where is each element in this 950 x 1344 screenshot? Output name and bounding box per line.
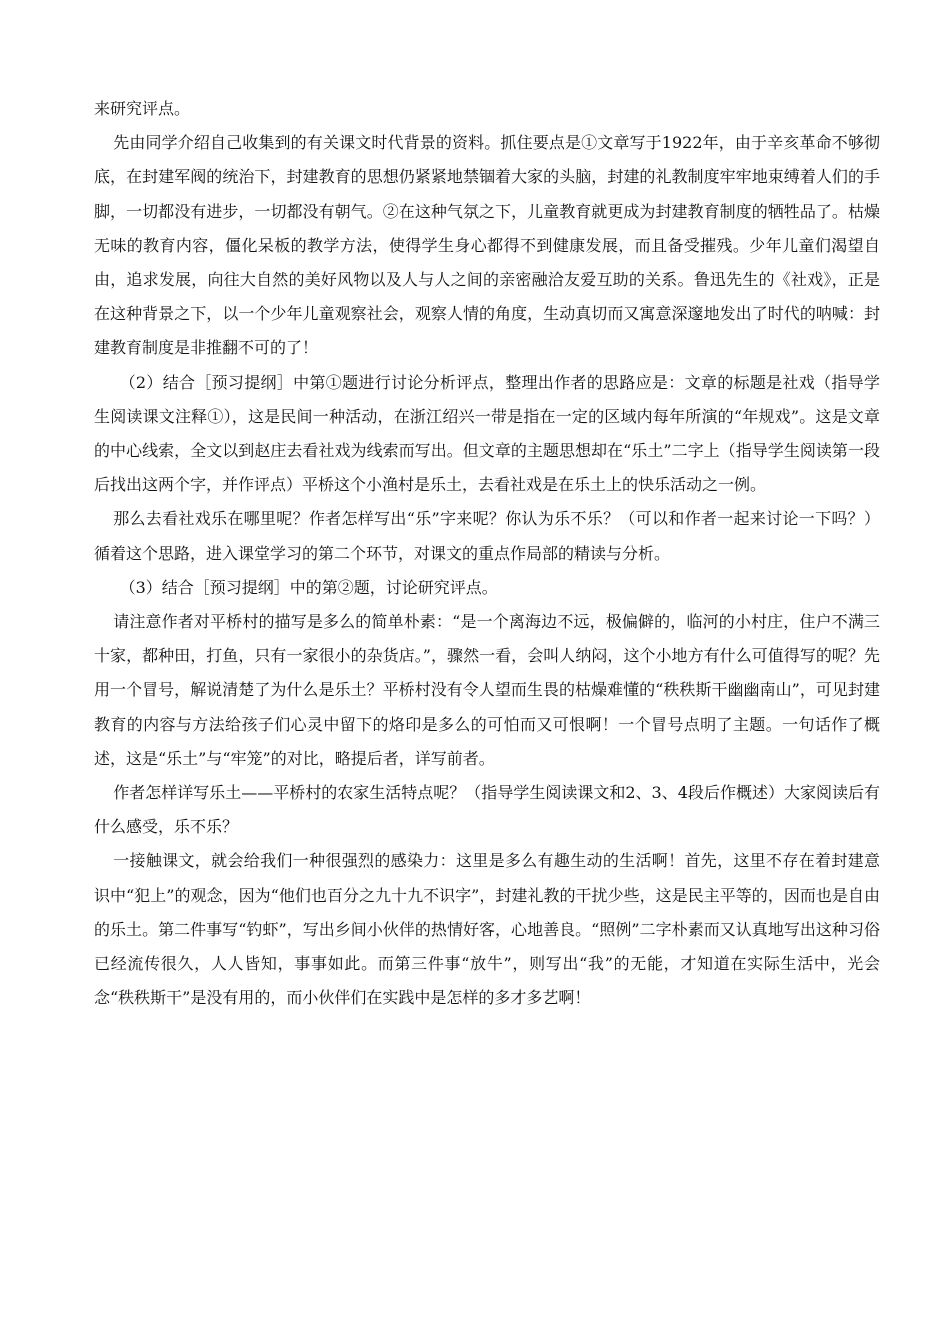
paragraph-analysis: 一接触课文，就会给我们一种很强烈的感染力：这里是多么有趣生动的生活啊！首先，这里不存在着封建意识中“犯上”的观念，因为“他们也百分之九十九不识字”，封建礼教的干扰少些，这是民主平等的，因而也是自由的乐土。第二件事写“钓虾”，写出乡间小伙伴的热情好客，心地善良。“照例”二字朴素而又认真地写出这种习俗已经流传很久，人人皆知，事事如此。而第三件事“放牛”，则写出“我”的无能，才知道在实际生活中，光会念“秩秩斯干”是没有用的，而小伙伴们在实践中是怎样的多才多艺啊！ — [94, 851, 880, 1008]
paragraph-item-2: （2）结合［预习提纲］中第①题进行讨论分析评点，整理出作者的思路应是：文章的标题是社戏（指导学生阅读课文注释①），这是民间一种活动，在浙江绍兴一带是指在一定的区域内每年所演的“年规戏”。这是文章的中心线索，全文以到赵庄去看社戏为线索而写出。但文章的主题思想却在“乐土”二字上（指导学生阅读第一段后找出这两个字，并作评点）平桥这个小渔村是乐土，去看社戏是在乐土上的快乐活动之一例。 — [94, 372, 880, 495]
paragraph-question: 那么去看社戏乐在哪里呢？作者怎样写出“乐”字来呢？你认为乐不乐？（可以和作者一起来讨论一下吗？）循着这个思路，进入课堂学习的第二个环节，对课文的重点作局部的精读与分析。 — [94, 509, 880, 563]
paragraph-detail-question: 作者怎样详写乐土——平桥村的农家生活特点呢？（指导学生阅读课文和2、3、4段后作概述）大家阅读后有什么感受，乐不乐？ — [94, 783, 880, 837]
paragraph-item-3: （3）结合［预习提纲］中的第②题，讨论研究评点。 — [119, 577, 498, 597]
document-page — [94, 92, 880, 1015]
paragraph-background: 先由同学介绍自己收集到的有关课文时代背景的资料。抓住要点是①文章写于1922年，由于辛亥革命不够彻底，在封建军阀的统治下，封建教育的思想仍紧紧地禁锢着大家的头脑，封建的礼教制度牢牢地束缚着人们的手脚，一切都没有进步，一切都没有朝气。②在这种气氛之下，儿童教育就更成为封建教育制度的牺牲品了。枯燥无味的教育内容，僵化呆板的教学方法，使得学生身心都得不到健康发展，而且备受摧残。少年儿童们渴望自由，追求发展，向往大自然的美好风物以及人与人之间的亲密融洽友爱互助的关系。鲁迅先生的《社戏》，正是在这种背景之下，以一个少年儿童观察社会，观察人情的角度，生动真切而又寓意深邃地发出了时代的呐喊：封建教育制度是非推翻不可的了！ — [94, 133, 880, 358]
paragraph-pingqiao: 请注意作者对平桥村的描写是多么的简单朴素：“是一个离海边不远，极偏僻的，临河的小村庄，住户不满三十家，都种田，打鱼，只有一家很小的杂货店。”，骤然一看，会叫人纳闷，这个小地方有什么可值得写的呢？先用一个冒号，解说清楚了为什么是乐土？平桥村没有令人望而生畏的枯燥难懂的“秩秩斯干幽幽南山”，可见封建教育的内容与方法给孩子们心灵中留下的烙印是多么的可怕而又可恨啊！一个冒号点明了主题。一句话作了概述，这是“乐土”与“牢笼”的对比，略提后者，详写前者。 — [94, 612, 880, 768]
paragraph-continuation: 来研究评点。 — [94, 99, 191, 118]
